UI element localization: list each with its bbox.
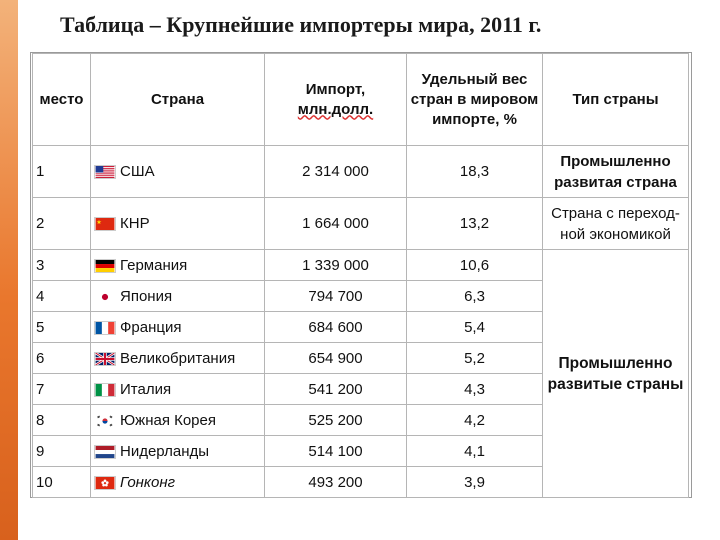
cell-country	[91, 312, 265, 343]
cell-place: 1	[33, 146, 91, 198]
type-line: развитые страны	[547, 375, 684, 393]
cell-share: 13,2	[407, 198, 543, 250]
header-import-line2: млн.долл.	[297, 100, 374, 118]
cell-place: 7	[33, 374, 91, 405]
cell-share: 6,3	[407, 281, 543, 312]
cell-import: 684 600	[265, 312, 407, 343]
type-line: развитая страна	[554, 174, 677, 191]
cell-share: 18,3	[407, 146, 543, 198]
country-name: КНР	[120, 215, 150, 232]
header-import	[265, 54, 407, 146]
cell-country	[91, 146, 265, 198]
flag-netherlands-icon	[94, 445, 116, 459]
cell-share: 5,4	[407, 312, 543, 343]
header-share	[407, 54, 543, 146]
flag-italy-icon	[94, 383, 116, 397]
flag-usa-icon	[94, 165, 116, 179]
header-share-line1: Удельный вес	[421, 70, 528, 88]
cell-place: 5	[33, 312, 91, 343]
cell-share: 5,2	[407, 343, 543, 374]
country-name: Италия	[120, 380, 172, 398]
page-title: Таблица – Крупнейшие импортеры мира, 2011 г.	[60, 12, 542, 37]
table-row	[33, 250, 689, 281]
cell-share: 4,3	[407, 374, 543, 405]
cell-country	[91, 250, 265, 281]
country-name: Гонконг	[120, 473, 175, 491]
cell-country	[91, 343, 265, 374]
cell-country	[91, 467, 265, 498]
cell-import: 1 339 000	[265, 250, 407, 281]
cell-place: 10	[33, 467, 91, 498]
cell-country	[91, 374, 265, 405]
header-country: Страна	[91, 54, 265, 146]
cell-type-transition	[543, 198, 689, 250]
country-name: США	[120, 163, 155, 180]
cell-share: 3,9	[407, 467, 543, 498]
flag-china-icon	[94, 217, 116, 231]
country-name: Япония	[120, 287, 173, 305]
cell-share: 10,6	[407, 250, 543, 281]
cell-type-developed	[543, 146, 689, 198]
cell-place: 2	[33, 198, 91, 250]
cell-import: 2 314 000	[265, 146, 407, 198]
header-share-line3: импорте, %	[432, 110, 517, 128]
header-share-line2: стран в мировом	[410, 90, 539, 108]
accent-bar	[0, 0, 18, 540]
table-header-row	[33, 54, 689, 146]
cell-import: 525 200	[265, 405, 407, 436]
table-row	[33, 198, 689, 250]
cell-import: 654 900	[265, 343, 407, 374]
cell-import: 541 200	[265, 374, 407, 405]
type-line: Промышленно	[560, 153, 671, 170]
country-name: Нидерланды	[120, 442, 210, 460]
flag-south-korea-icon	[94, 414, 116, 428]
cell-type-developed-group	[543, 250, 689, 498]
flag-france-icon	[94, 321, 116, 335]
country-name: Германия	[120, 256, 188, 274]
cell-country	[91, 198, 265, 250]
country-name: Южная Корея	[120, 411, 216, 429]
cell-place: 6	[33, 343, 91, 374]
cell-import: 493 200	[265, 467, 407, 498]
cell-import: 514 100	[265, 436, 407, 467]
table-row	[33, 146, 689, 198]
header-place: место	[33, 54, 91, 146]
cell-country	[91, 281, 265, 312]
flag-hong-kong-icon	[94, 476, 116, 490]
cell-share: 4,2	[407, 405, 543, 436]
flag-japan-icon	[94, 290, 116, 304]
type-line: ной экономикой	[560, 226, 671, 243]
type-line: Промышленно	[558, 354, 673, 372]
country-name: Франция	[120, 318, 182, 336]
cell-place: 4	[33, 281, 91, 312]
flag-uk-icon	[94, 352, 116, 366]
header-import-line1: Импорт,	[305, 80, 366, 98]
importers-table	[32, 53, 689, 498]
country-name: Великобритания	[120, 349, 236, 367]
cell-place: 9	[33, 436, 91, 467]
cell-share: 4,1	[407, 436, 543, 467]
header-type: Тип страны	[543, 54, 689, 146]
cell-import: 1 664 000	[265, 198, 407, 250]
cell-place: 8	[33, 405, 91, 436]
type-line: Страна с переход-	[551, 205, 680, 222]
cell-country	[91, 405, 265, 436]
cell-country	[91, 436, 265, 467]
cell-place: 3	[33, 250, 91, 281]
cell-import: 794 700	[265, 281, 407, 312]
flag-germany-icon	[94, 259, 116, 273]
